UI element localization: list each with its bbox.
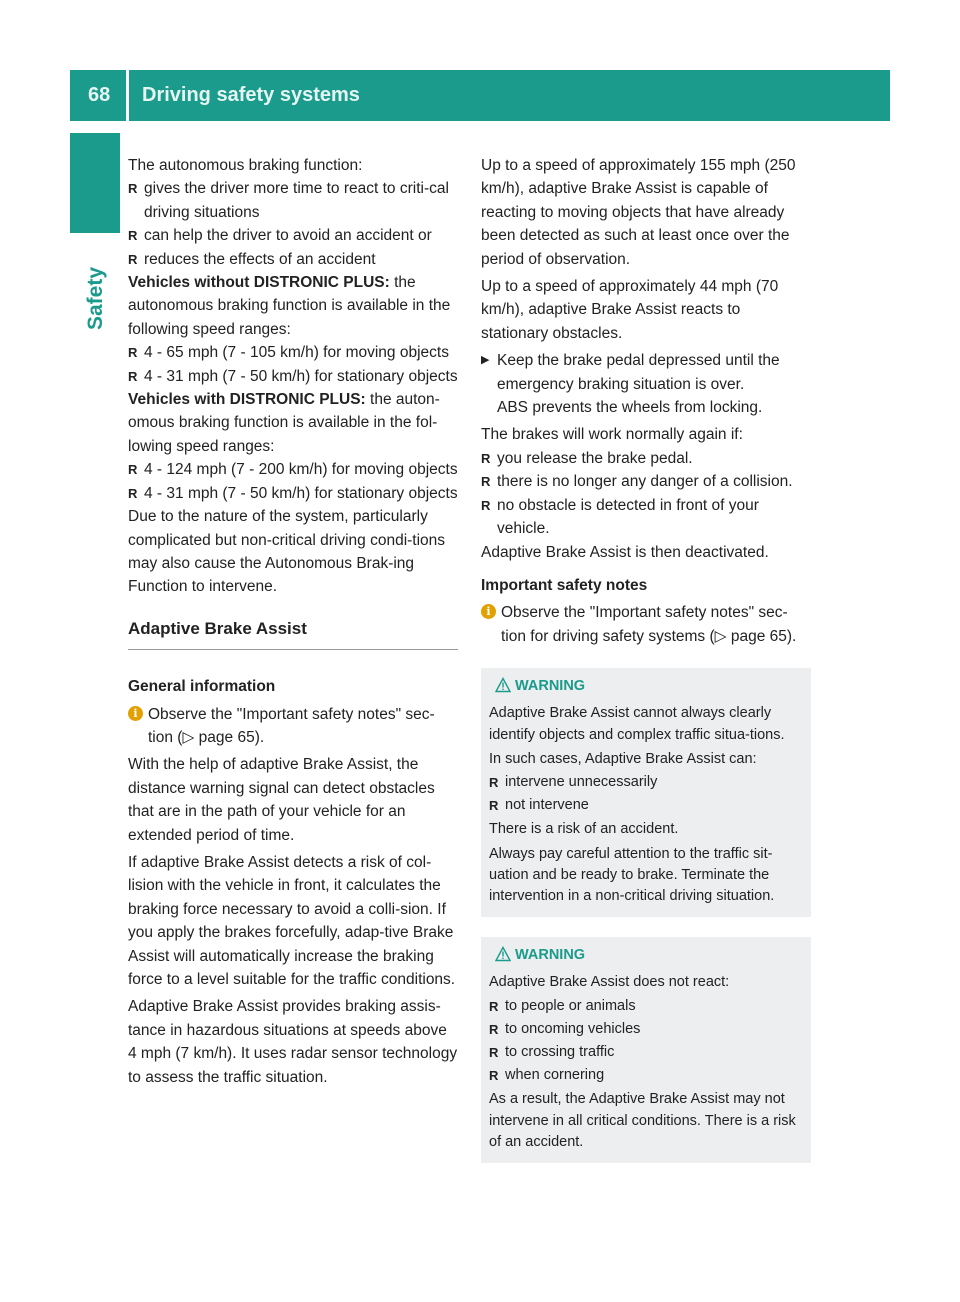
warning-title: WARNING (515, 678, 586, 695)
paragraph: The brakes will work normally again if: (481, 426, 743, 444)
general-info-heading: General information (128, 678, 276, 696)
info-note (128, 703, 458, 750)
warning-text: Adaptive Brake Assist does not react: (489, 974, 730, 991)
safety-notes-heading: Important safety notes (481, 576, 648, 594)
warning-text: Always pay careful attention to the traffic sit-uation and be ready to brake. Terminate the intervention in a non-critical driving situation. (489, 845, 775, 904)
warning-bullet-list (489, 996, 803, 1087)
warning-heading (495, 676, 803, 697)
list-item: R when cornering (489, 1065, 803, 1086)
intro-bullet-list (128, 177, 458, 271)
nature-paragraph: Due to the nature of the system, particularly complicated but non-critical driving condi-tions may also cause the Autonomous Brak-ing Function to intervene. (128, 508, 446, 596)
warning-heading (495, 945, 803, 966)
warning-text: Adaptive Brake Assist cannot always clearly identify objects and complex traffic situa-tions. (489, 705, 785, 743)
list-item: R no obstacle is detected in front of your vehicle. (481, 494, 811, 541)
list-item: R to crossing traffic (489, 1042, 803, 1063)
info-icon: i (128, 706, 143, 721)
side-tab-label: Safety (84, 266, 107, 330)
warning-triangle-icon (495, 946, 511, 962)
header-divider (126, 70, 129, 121)
list-item: R not intervene (489, 795, 803, 816)
page-header (70, 70, 890, 121)
paragraph: With the help of adaptive Brake Assist, the distance warning signal can detect obstacles that are in the path of your vehicle for an extended period of time. (128, 756, 435, 844)
with-speed-list (128, 458, 458, 505)
warning-triangle-icon (495, 677, 511, 693)
list-item: R gives the driver more time to react to criti-cal driving situations (128, 177, 458, 224)
normal-conditions-list (481, 447, 811, 541)
with-distronic-paragraph (128, 388, 458, 458)
list-item: R can help the driver to avoid an accident or (128, 224, 458, 247)
left-column (128, 154, 458, 1089)
instruction-step (481, 349, 811, 419)
section-heading: Adaptive Brake Assist (128, 617, 458, 650)
info-icon: i (481, 604, 496, 619)
paragraph: Adaptive Brake Assist provides braking assis-tance in hazardous situations at speeds above 4 mph (7 km/h). It uses radar sensor technology to assess the traffic situation. (128, 998, 458, 1086)
intro-text: The autonomous braking function: (128, 157, 363, 174)
warning-text: In such cases, Adaptive Brake Assist can: (489, 750, 757, 767)
paragraph: Adaptive Brake Assist is then deactivated. (481, 543, 769, 561)
list-item: R 4 - 65 mph (7 - 105 km/h) for moving objects (128, 341, 458, 364)
list-item: R intervene unnecessarily (489, 772, 803, 793)
list-item: R to people or animals (489, 996, 803, 1017)
warning-box (481, 937, 811, 1163)
without-distronic-text: the autonomous braking function is available in the following speed ranges: (128, 274, 451, 338)
warning-bullet-list (489, 772, 803, 816)
warning-text: As a result, the Adaptive Brake Assist may not intervene in all critical conditions. There is a risk of an accident. (489, 1091, 796, 1150)
step-note: ABS prevents the wheels from locking. (497, 399, 763, 417)
list-item: R there is no longer any danger of a collision. (481, 470, 811, 493)
warning-title: WARNING (515, 947, 586, 964)
side-tab-marker (70, 133, 120, 233)
warning-text: There is a risk of an accident. (489, 821, 679, 838)
without-speed-list (128, 341, 458, 388)
without-distronic-label: Vehicles without DISTRONIC PLUS: (128, 274, 390, 292)
chapter-title: Driving safety systems (142, 84, 360, 106)
info-note (481, 601, 811, 648)
paragraph: Up to a speed of approximately 155 mph (250 km/h), adaptive Brake Assist is capable of reacting to moving objects that have already been detected as such at least once over the period of observation. (481, 157, 796, 268)
with-distronic-text: the auton-omous braking function is available in the fol-lowing speed ranges: (128, 391, 440, 455)
info-text: Observe the "Important safety notes" sec-tion (▷ page 65). (148, 705, 435, 746)
paragraph: Up to a speed of approximately 44 mph (70 km/h), adaptive Brake Assist reacts to stationary obstacles. (481, 278, 779, 342)
list-item: R 4 - 31 mph (7 - 50 km/h) for stationary objects (128, 482, 458, 505)
page-number: 68 (88, 84, 111, 106)
info-text: Observe the "Important safety notes" sec-tion for driving safety systems (▷ page 65). (501, 604, 797, 645)
step-text: Keep the brake pedal depressed until the emergency braking situation is over. (497, 352, 780, 393)
without-distronic-paragraph (128, 271, 458, 341)
list-item: R 4 - 31 mph (7 - 50 km/h) for stationary objects (128, 365, 458, 388)
warning-box (481, 668, 811, 917)
with-distronic-label: Vehicles with DISTRONIC PLUS: (128, 391, 366, 409)
right-column (481, 154, 811, 1163)
paragraph: If adaptive Brake Assist detects a risk of col-lision with the vehicle in front, it calculates the braking force necessary to avoid a colli-sion. If you apply the brakes forcefully, adap-tive Brake Assist will automatically increase the braking force to a level suitable for the traffic conditions. (128, 853, 456, 988)
list-item: R reduces the effects of an accident (128, 248, 458, 271)
list-item: R 4 - 124 mph (7 - 200 km/h) for moving objects (128, 458, 458, 481)
list-item: R you release the brake pedal. (481, 447, 811, 470)
list-item: R to oncoming vehicles (489, 1019, 803, 1040)
